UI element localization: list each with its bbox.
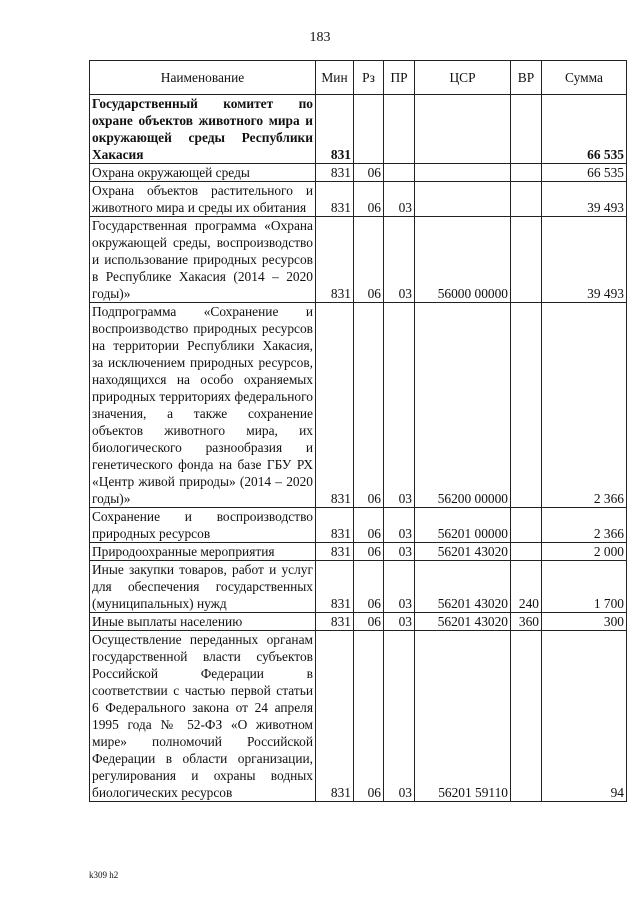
row-vr xyxy=(511,631,542,802)
row-pr: 03 xyxy=(384,613,415,631)
page-number: 183 xyxy=(309,30,331,45)
row-rz: 06 xyxy=(354,543,384,561)
row-vr xyxy=(511,182,542,217)
row-name: Иные выплаты населению xyxy=(90,613,316,631)
row-csr: 56201 43020 xyxy=(415,613,511,631)
row-min: 831 xyxy=(316,508,354,543)
header-vr: ВР xyxy=(511,61,542,95)
table-row xyxy=(90,217,627,303)
row-name: Сохранение и воспроизводство природных ресурсов xyxy=(90,508,316,543)
footer-code: k309 h2 xyxy=(89,870,119,880)
row-rz: 06 xyxy=(354,508,384,543)
table-row xyxy=(90,182,627,217)
row-csr: 56200 00000 xyxy=(415,303,511,508)
row-rz xyxy=(354,95,384,164)
row-name: Природоохранные мероприятия xyxy=(90,543,316,561)
row-min: 831 xyxy=(316,95,354,164)
row-vr xyxy=(511,508,542,543)
row-vr xyxy=(511,164,542,182)
row-csr xyxy=(415,182,511,217)
table-row xyxy=(90,631,627,802)
row-csr: 56201 00000 xyxy=(415,508,511,543)
row-vr xyxy=(511,543,542,561)
row-pr: 03 xyxy=(384,182,415,217)
row-min: 831 xyxy=(316,613,354,631)
row-sum: 2 366 xyxy=(542,303,627,508)
row-pr: 03 xyxy=(384,508,415,543)
row-sum: 66 535 xyxy=(542,164,627,182)
row-pr: 03 xyxy=(384,217,415,303)
budget-table xyxy=(89,60,627,802)
row-vr: 360 xyxy=(511,613,542,631)
row-pr: 03 xyxy=(384,303,415,508)
row-vr xyxy=(511,217,542,303)
table-row xyxy=(90,95,627,164)
row-pr: 03 xyxy=(384,631,415,802)
row-name: Государственный комитет по охране объектов животного мира и окружающей среды Республики Хакасия xyxy=(90,95,316,164)
header-pr: ПР xyxy=(384,61,415,95)
row-vr xyxy=(511,95,542,164)
row-pr xyxy=(384,164,415,182)
table-row xyxy=(90,164,627,182)
header-csr: ЦСР xyxy=(415,61,511,95)
row-csr: 56201 59110 xyxy=(415,631,511,802)
row-sum: 66 535 xyxy=(542,95,627,164)
table-row xyxy=(90,543,627,561)
row-name: Охрана объектов растительного и животного мира и среды их обитания xyxy=(90,182,316,217)
row-pr: 03 xyxy=(384,561,415,613)
row-sum: 1 700 xyxy=(542,561,627,613)
row-csr: 56201 43020 xyxy=(415,543,511,561)
row-name: Подпрограмма «Сохранение и воспроизводство природных ресурсов на территории Республики Хакасия, за исключением природных ресурсов, находящихся на особо охраняемых природных территориях федерального значения, а также сохранение объектов животного мира, их биологического разнообразия и генетического фонда на базе ГБУ РХ «Центр живой природы» (2014 – 2020 годы)» xyxy=(90,303,316,508)
row-csr xyxy=(415,95,511,164)
header-min: Мин xyxy=(316,61,354,95)
row-pr: 03 xyxy=(384,543,415,561)
row-rz: 06 xyxy=(354,182,384,217)
row-rz: 06 xyxy=(354,164,384,182)
row-sum: 39 493 xyxy=(542,217,627,303)
row-min: 831 xyxy=(316,217,354,303)
row-min: 831 xyxy=(316,631,354,802)
row-csr: 56201 43020 xyxy=(415,561,511,613)
header-sum: Сумма xyxy=(542,61,627,95)
row-csr xyxy=(415,164,511,182)
row-rz: 06 xyxy=(354,613,384,631)
row-min: 831 xyxy=(316,543,354,561)
row-rz: 06 xyxy=(354,561,384,613)
table-row xyxy=(90,613,627,631)
row-sum: 2 366 xyxy=(542,508,627,543)
header-name: Наименование xyxy=(90,61,316,95)
row-vr: 240 xyxy=(511,561,542,613)
row-vr xyxy=(511,303,542,508)
row-rz: 06 xyxy=(354,217,384,303)
table-row xyxy=(90,508,627,543)
row-name: Иные закупки товаров, работ и услуг для обеспечения государственных (муниципальных) нужд xyxy=(90,561,316,613)
row-name: Охрана окружающей среды xyxy=(90,164,316,182)
row-csr: 56000 00000 xyxy=(415,217,511,303)
row-name: Осуществление переданных органам государственной власти субъектов Российской Федерации в соответствии с частью первой статьи 6 Федерального закона от 24 апреля 1995 года № 52-ФЗ «О животном мире» полномочий Российской Федерации в области организации, регулирования и охраны водных биологических ресурсов xyxy=(90,631,316,802)
table-row xyxy=(90,303,627,508)
header-rz: Рз xyxy=(354,61,384,95)
header-row xyxy=(90,61,627,95)
row-min: 831 xyxy=(316,303,354,508)
row-min: 831 xyxy=(316,561,354,613)
row-sum: 94 xyxy=(542,631,627,802)
table-row xyxy=(90,561,627,613)
row-sum: 39 493 xyxy=(542,182,627,217)
row-name: Государственная программа «Охрана окружающей среды, воспроизводство и использование природных ресурсов в Республике Хакасия (2014 – 2020 годы)» xyxy=(90,217,316,303)
row-rz: 06 xyxy=(354,303,384,508)
row-rz: 06 xyxy=(354,631,384,802)
row-sum: 300 xyxy=(542,613,627,631)
row-min: 831 xyxy=(316,182,354,217)
row-min: 831 xyxy=(316,164,354,182)
row-pr xyxy=(384,95,415,164)
row-sum: 2 000 xyxy=(542,543,627,561)
